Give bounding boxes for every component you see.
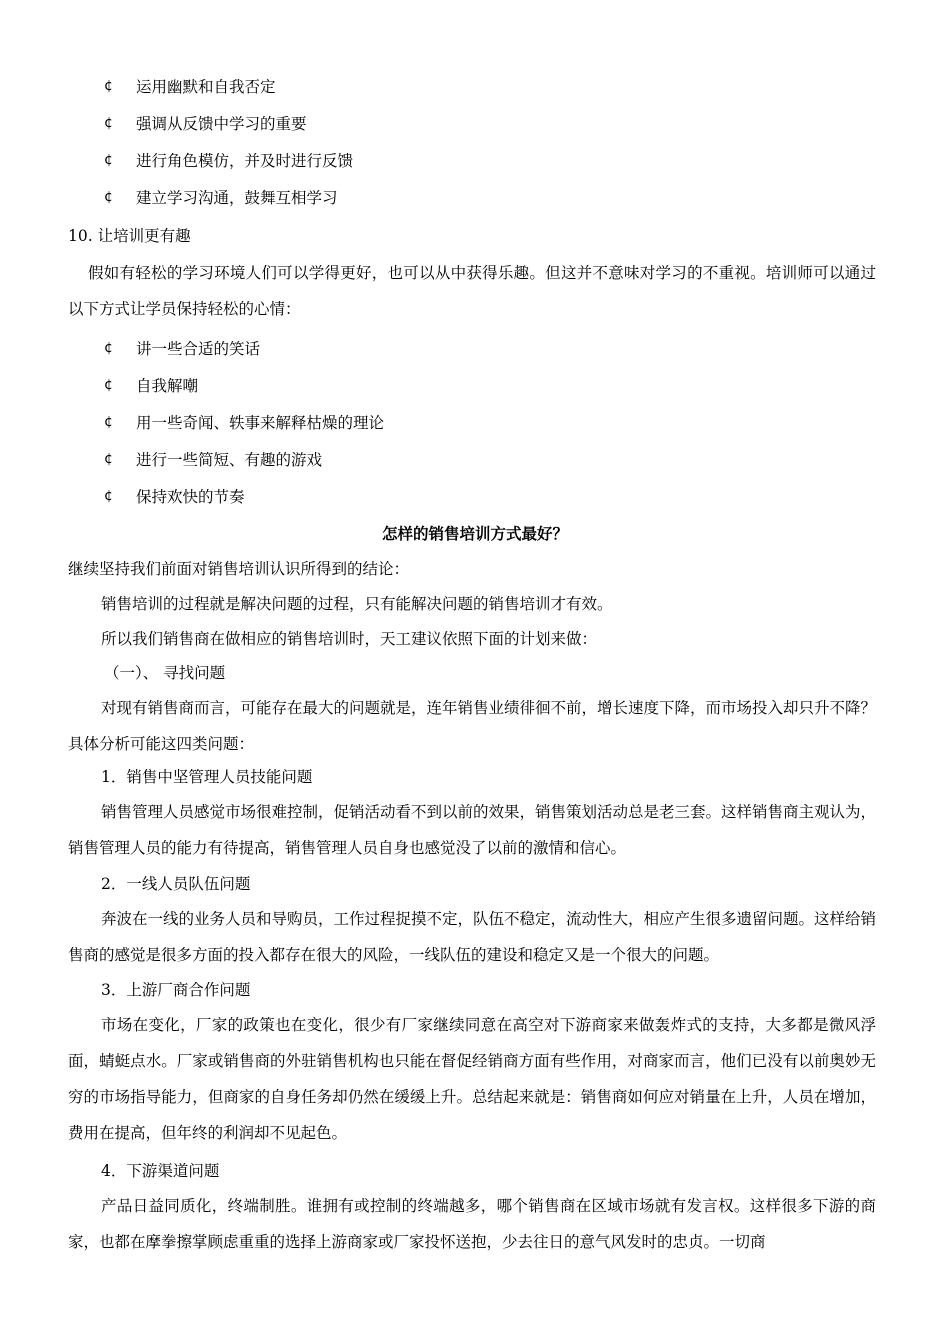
list-item-text: 进行角色模仿，并及时进行反馈 (136, 152, 354, 170)
article-title: 怎样的销售培训方式最好？ (381, 524, 568, 543)
bullet-icon: ¢ (104, 488, 113, 504)
list-item-text: 用一些奇闻、轶事来解释枯燥的理论 (136, 414, 385, 432)
paragraph: 假如有轻松的学习环境人们可以学得更好，也可以从中获得乐趣。但这并不意味对学习的不重视。培训师可以通过以下方式让学员保持轻松的心情： (68, 264, 876, 318)
list-item-text: 保持欢快的节奏 (136, 488, 245, 506)
paragraph: 奔波在一线的业务人员和导购员，工作过程捉摸不定，队伍不稳定，流动性大，相应产生很多遗留问题。这样给销售商的感觉是很多方面的投入都存在很大的风险，一线队伍的建设和稳定又是一个很大的问题。 (68, 910, 877, 964)
list-item-text: 自我解嘲 (136, 377, 199, 395)
paragraph: 对现有销售商而言，可能存在最大的问题就是，连年销售业绩徘徊不前，增长速度下降，而市场投入却只升不降？具体分析可能这四类问题： (68, 699, 877, 753)
subsection-heading: 2．一线人员队伍问题 (101, 875, 251, 893)
bullet-icon: ¢ (104, 377, 113, 393)
list-item-text: 强调从反馈中学习的重要 (136, 115, 307, 133)
subsection-heading: 1．销售中坚管理人员技能问题 (101, 768, 313, 786)
subsection-heading: 4．下游渠道问题 (101, 1162, 220, 1180)
paragraph: 销售培训的过程就是解决问题的过程，只有能解决问题的销售培训才有效。 (101, 595, 613, 613)
bullet-icon: ¢ (104, 451, 113, 467)
subsection-heading: 3．上游厂商合作问题 (101, 981, 251, 999)
section-heading: 10. 让培训更有趣 (68, 227, 191, 245)
bullet-icon: ¢ (104, 189, 113, 205)
bullet-icon: ¢ (104, 152, 113, 168)
list-item-text: 进行一些简短、有趣的游戏 (136, 451, 323, 469)
paragraph: 市场在变化，厂家的政策也在变化，很少有厂家继续同意在高空对下游商家来做轰炸式的支持，大多都是微风浮面，蜻蜓点水。厂家或销售商的外驻销售机构也只能在督促经销商方面有些作用，对商家而言，他们已没有以前奥妙无穷的市场指导能力，但商家的自身任务却仍然在缓缓上升。总结起来就是：销售商如何应对销量在上升，人员在增加，费用在提高，但年终的利润却不见起色。 (68, 1016, 876, 1142)
paragraph: 销售管理人员感觉市场很难控制，促销活动看不到以前的效果，销售策划活动总是老三套。这样销售商主观认为，销售管理人员的能力有待提高，销售管理人员自身也感觉没了以前的激情和信心。 (68, 803, 877, 857)
paragraph: 继续坚持我们前面对销售培训认识所得到的结论： (68, 560, 410, 578)
list-item-text: 建立学习沟通，鼓舞互相学习 (136, 189, 338, 207)
list-item-text: 讲一些合适的笑话 (136, 340, 261, 358)
paragraph: 所以我们销售商在做相应的销售培训时，天工建议依照下面的计划来做： (101, 630, 598, 648)
bullet-icon: ¢ (104, 340, 113, 356)
list-item-text: 运用幽默和自我否定 (136, 78, 276, 96)
bullet-icon: ¢ (104, 115, 113, 131)
step-heading: （一）、 寻找问题 (104, 664, 226, 682)
bullet-icon: ¢ (104, 414, 113, 430)
bullet-icon: ¢ (104, 78, 113, 94)
paragraph: 产品日益同质化，终端制胜。谁拥有或控制的终端越多，哪个销售商在区域市场就有发言权。这样很多下游的商家，也都在摩拳擦掌顾虑重重的选择上游商家或厂家投怀送抱，少去往日的意气风发时的忠贞。一切商 (68, 1197, 876, 1251)
